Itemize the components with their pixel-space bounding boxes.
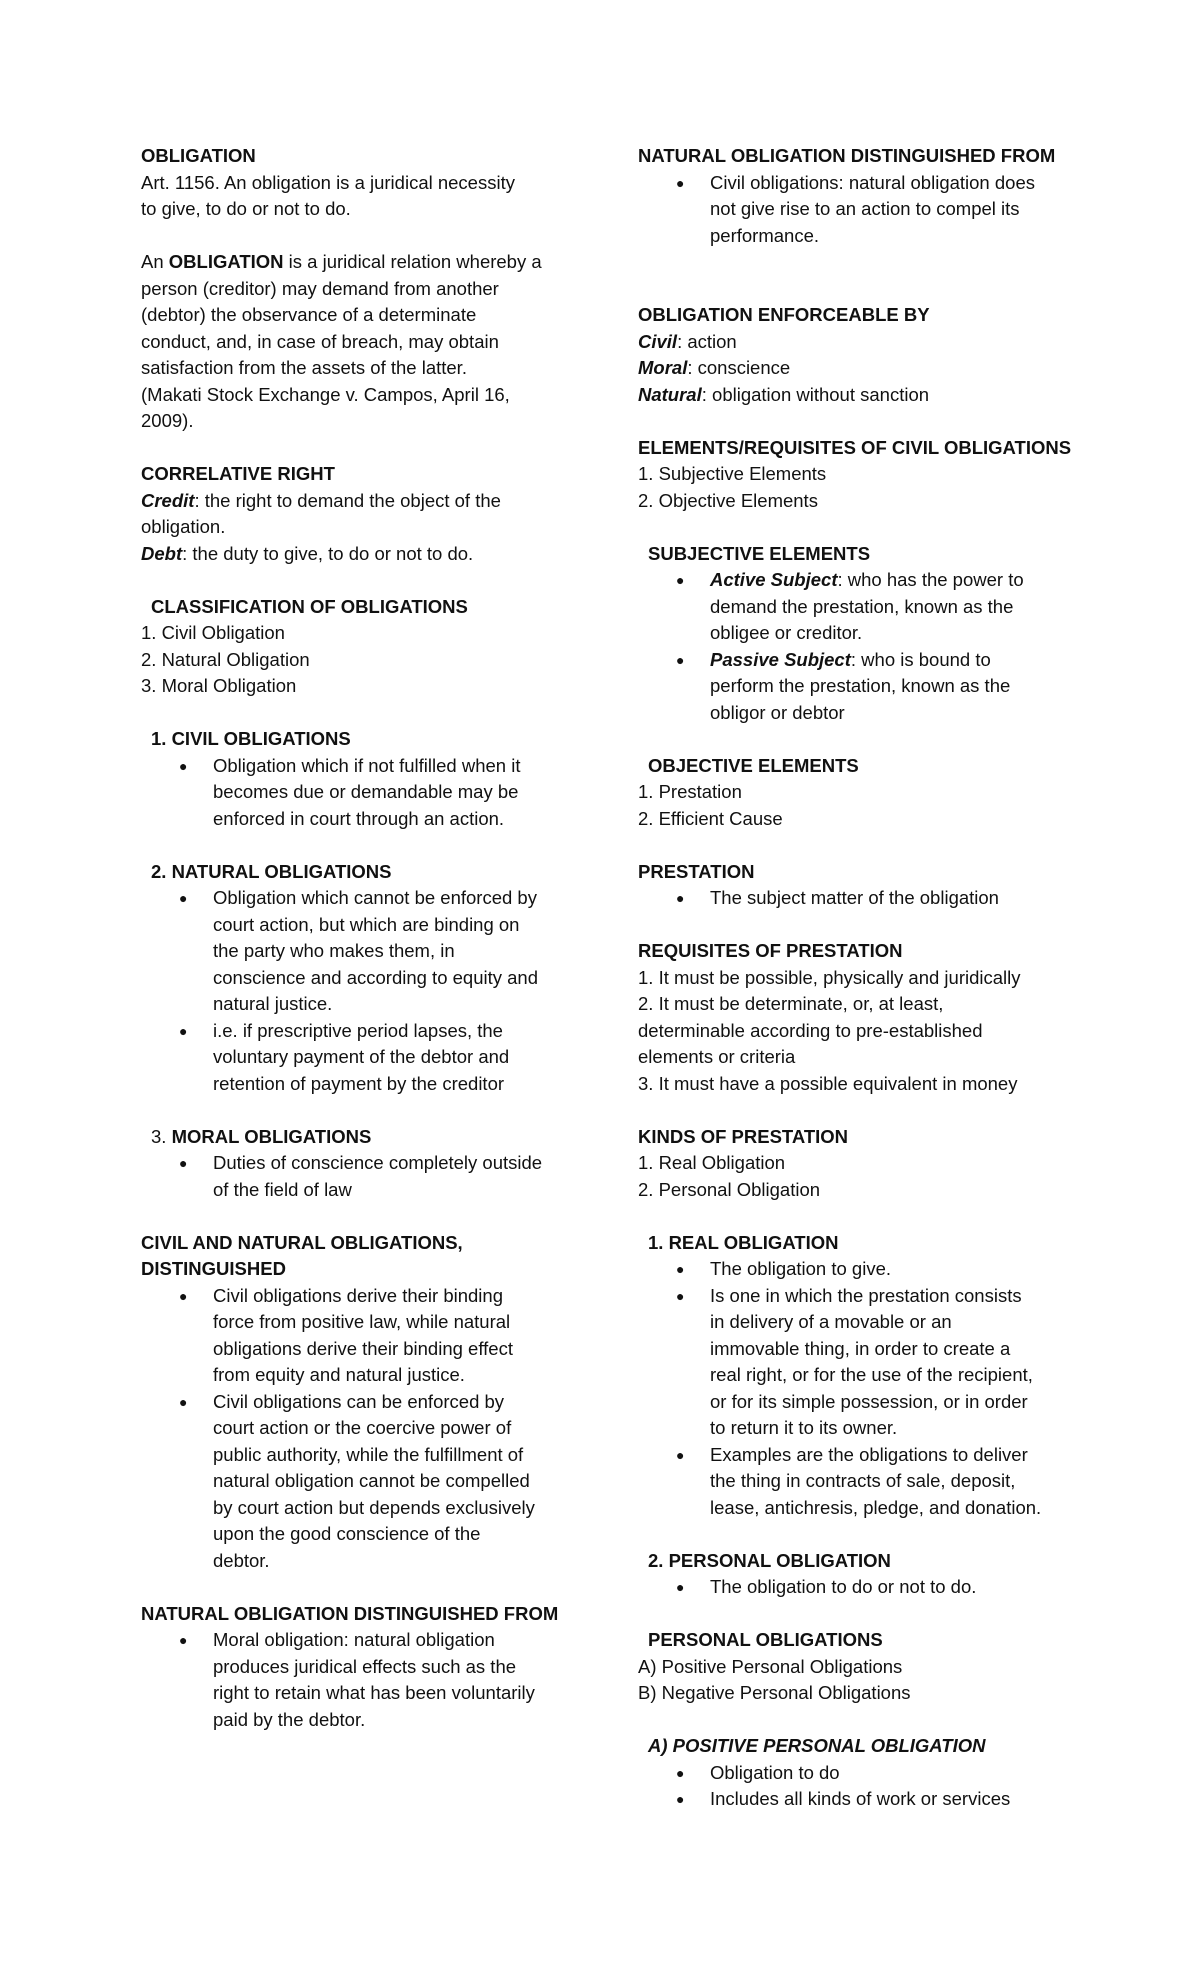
text-line: 1. Real Obligation: [638, 1152, 786, 1173]
bullet-icon: [179, 1018, 187, 1045]
bullet-item: [141, 1283, 571, 1389]
subsection-heading: 2. NATURAL OBLIGATIONS: [151, 860, 392, 882]
section-heading: REQUISITES OF PRESTATION: [638, 940, 903, 961]
subsection-heading: SUBJECTIVE ELEMENTS: [648, 542, 871, 564]
subsection-heading: 1. REAL OBLIGATION: [648, 1231, 839, 1253]
bullet-line: court action or the coercive power of: [213, 1417, 512, 1438]
bullet-line: right to retain what has been voluntarily: [213, 1682, 535, 1703]
bullet-line: Obligation which cannot be enforced by: [213, 887, 537, 908]
bullet-item: [638, 1574, 1078, 1601]
spacer: [141, 1574, 571, 1601]
bullet-line: Civil obligations derive their binding: [213, 1284, 503, 1306]
spacer: [638, 408, 1078, 435]
bullet-line: Passive Subject: who is bound to: [710, 648, 991, 670]
section-heading: OBLIGATION: [141, 145, 256, 166]
bullet-icon: [676, 1256, 684, 1283]
section-heading: OBLIGATION ENFORCEABLE BY: [638, 304, 930, 325]
bullet-item: [638, 1283, 1078, 1442]
bullet-line: Civil obligations: natural obligation does: [710, 171, 1035, 193]
text-line: 3. It must have a possible equivalent in money: [638, 1072, 1018, 1094]
text-line: B) Negative Personal Obligations: [638, 1682, 911, 1703]
text-line: obligation.: [141, 516, 226, 537]
bullet-icon: [179, 1150, 187, 1177]
text-line: 2. Natural Obligation: [141, 648, 310, 670]
bullet-line: becomes due or demandable may be: [213, 781, 519, 802]
text-line: 1. Prestation: [638, 781, 742, 802]
bullet-icon: [676, 567, 684, 594]
bullet-line: i.e. if prescriptive period lapses, the: [213, 1019, 503, 1041]
bullet-icon: [179, 1283, 187, 1310]
text-line: A) Positive Personal Obligations: [638, 1655, 903, 1677]
bullet-line: conscience and according to equity and: [213, 966, 538, 988]
spacer: [638, 1203, 1078, 1230]
spacer: [141, 567, 571, 594]
bullet-line: to return it to its owner.: [710, 1417, 898, 1438]
bullet-line: natural obligation cannot be compelled: [213, 1470, 530, 1491]
bullet-icon: [179, 753, 187, 780]
bullet-item: [141, 1389, 571, 1575]
bullet-icon: [676, 885, 684, 912]
text-line: 2009).: [141, 410, 194, 431]
bullet-line: Examples are the obligations to deliver: [710, 1443, 1028, 1465]
bullet-line: obligations derive their binding effect: [213, 1337, 513, 1359]
section-heading: KINDS OF PRESTATION: [638, 1125, 849, 1147]
bullet-line: or for its simple possession, or in order: [710, 1390, 1028, 1412]
text-line: determinable according to pre-established: [638, 1019, 983, 1041]
text-line: (debtor) the observance of a determinate: [141, 304, 477, 325]
bullet-line: upon the good conscience of the: [213, 1523, 481, 1544]
text-line: person (creditor) may demand from another: [141, 277, 499, 299]
bullet-line: lease, antichresis, pledge, and donation.: [710, 1496, 1042, 1518]
bullet-icon: [676, 170, 684, 197]
bullet-icon: [676, 647, 684, 674]
section-heading: DISTINGUISHED: [141, 1258, 286, 1279]
bullet-line: in delivery of a movable or an: [710, 1311, 952, 1332]
bullet-line: the party who makes them, in: [213, 940, 455, 961]
spacer: [638, 726, 1078, 753]
bullet-line: Civil obligations can be enforced by: [213, 1390, 505, 1412]
text-line: conduct, and, in case of breach, may obtain: [141, 330, 499, 352]
bullet-line: The obligation to give.: [710, 1258, 892, 1279]
subsection-heading: 3. MORAL OBLIGATIONS: [151, 1125, 372, 1147]
bullet-line: Obligation to do: [710, 1761, 840, 1783]
spacer: [638, 1601, 1078, 1628]
bullet-line: The obligation to do or not to do.: [710, 1576, 977, 1597]
bullet-line: obligor or debtor: [710, 701, 845, 723]
subsection-heading: CLASSIFICATION OF OBLIGATIONS: [151, 595, 468, 617]
bullet-line: Active Subject: who has the power to: [710, 569, 1024, 590]
section-heading: PRESTATION: [638, 860, 755, 882]
bullet-icon: [676, 1283, 684, 1310]
left-column: [141, 143, 571, 1733]
bullet-line: immovable thing, in order to create a: [710, 1337, 1011, 1359]
text-line: Credit: the right to demand the object of the: [141, 489, 501, 511]
spacer: [638, 832, 1078, 859]
section-heading: ELEMENTS/REQUISITES OF CIVIL OBLIGATIONS: [638, 436, 1072, 458]
text-line: elements or criteria: [638, 1046, 796, 1067]
text-line: Moral: conscience: [638, 357, 791, 378]
bullet-item: [638, 1256, 1078, 1283]
spacer: [638, 1097, 1078, 1124]
bullet-item: [638, 567, 1078, 647]
spacer: [638, 276, 1078, 303]
bullet-item: [141, 1627, 571, 1733]
bullet-line: the thing in contracts of sale, deposit,: [710, 1470, 1016, 1491]
text-line: 2. Personal Obligation: [638, 1178, 821, 1200]
text-line: An OBLIGATION is a juridical relation whereby a: [141, 251, 542, 272]
bullet-icon: [676, 1442, 684, 1469]
bullet-item: [141, 1018, 571, 1098]
bullet-line: paid by the debtor.: [213, 1708, 366, 1730]
bullet-item: [638, 1760, 1078, 1787]
bullet-icon: [179, 1627, 187, 1654]
text-line: 2. Efficient Cause: [638, 807, 783, 829]
text-line: 1. Civil Obligation: [141, 622, 285, 643]
subsection-heading: A) POSITIVE PERSONAL OBLIGATION: [648, 1735, 986, 1756]
bullet-icon: [179, 885, 187, 912]
bullet-line: enforced in court through an action.: [213, 807, 505, 829]
text-line: 3. Moral Obligation: [141, 675, 297, 696]
bullet-icon: [676, 1760, 684, 1787]
spacer: [638, 1707, 1078, 1734]
bullet-line: voluntary payment of the debtor and: [213, 1046, 510, 1067]
bullet-line: demand the prestation, known as the: [710, 595, 1014, 617]
text-line: Debt: the duty to give, to do or not to do.: [141, 542, 474, 564]
text-line: satisfaction from the assets of the latter.: [141, 357, 467, 378]
subsection-heading: 1. CIVIL OBLIGATIONS: [151, 728, 351, 749]
spacer: [638, 1521, 1078, 1548]
bullet-line: court action, but which are binding on: [213, 913, 520, 935]
spacer: [141, 700, 571, 727]
text-line: to give, to do or not to do.: [141, 198, 351, 219]
bullet-line: Includes all kinds of work or services: [710, 1788, 1011, 1809]
bullet-item: [638, 647, 1078, 727]
spacer: [141, 1203, 571, 1230]
bullet-item: [638, 1442, 1078, 1522]
bullet-item: [141, 1150, 571, 1203]
text-line: 1. Subjective Elements: [638, 463, 827, 484]
subsection-heading: 2. PERSONAL OBLIGATION: [648, 1549, 891, 1571]
text-line: (Makati Stock Exchange v. Campos, April 16,: [141, 383, 510, 405]
bullet-line: Is one in which the prestation consists: [710, 1284, 1022, 1306]
bullet-icon: [676, 1574, 684, 1601]
text-line: 2. It must be determinate, or, at least,: [638, 993, 944, 1014]
bullet-item: [141, 753, 571, 833]
bullet-icon: [179, 1389, 187, 1416]
bullet-line: by court action but depends exclusively: [213, 1496, 535, 1518]
spacer: [141, 832, 571, 859]
section-heading: CIVIL AND NATURAL OBLIGATIONS,: [141, 1231, 463, 1253]
bullet-item: [638, 170, 1078, 250]
bullet-line: Obligation which if not fulfilled when it: [213, 754, 521, 776]
bullet-line: natural justice.: [213, 993, 333, 1014]
bullet-line: of the field of law: [213, 1178, 352, 1200]
bullet-line: The subject matter of the obligation: [710, 887, 999, 908]
bullet-line: from equity and natural justice.: [213, 1364, 465, 1385]
right-column: [638, 143, 1078, 1813]
text-line: 1. It must be possible, physically and juridically: [638, 966, 1021, 988]
spacer: [141, 1097, 571, 1124]
bullet-line: public authority, while the fulfillment of: [213, 1443, 524, 1465]
text-line: Civil: action: [638, 330, 737, 352]
subsection-heading: PERSONAL OBLIGATIONS: [648, 1629, 883, 1650]
bullet-item: [638, 1786, 1078, 1813]
spacer: [638, 514, 1078, 541]
bullet-item: [141, 885, 571, 1018]
spacer: [141, 223, 571, 250]
bullet-line: Duties of conscience completely outside: [213, 1152, 543, 1173]
bullet-line: real right, or for the use of the recipient,: [710, 1364, 1033, 1385]
section-heading: NATURAL OBLIGATION DISTINGUISHED FROM: [141, 1602, 559, 1624]
subsection-heading: OBJECTIVE ELEMENTS: [648, 754, 859, 776]
bullet-line: obligee or creditor.: [710, 622, 863, 643]
bullet-line: debtor.: [213, 1549, 270, 1571]
bullet-line: retention of payment by the creditor: [213, 1072, 505, 1094]
bullet-line: Moral obligation: natural obligation: [213, 1629, 495, 1650]
text-line: Art. 1156. An obligation is a juridical necessity: [141, 171, 515, 193]
bullet-item: [638, 885, 1078, 912]
section-heading: NATURAL OBLIGATION DISTINGUISHED FROM: [638, 145, 1056, 166]
section-heading: CORRELATIVE RIGHT: [141, 463, 335, 484]
bullet-icon: [676, 1786, 684, 1813]
bullet-line: force from positive law, while natural: [213, 1311, 511, 1332]
text-line: 2. Objective Elements: [638, 489, 818, 511]
bullet-line: produces juridical effects such as the: [213, 1655, 517, 1677]
bullet-line: performance.: [710, 224, 819, 246]
bullet-line: not give rise to an action to compel its: [710, 198, 1020, 219]
spacer: [141, 435, 571, 462]
spacer: [638, 249, 1078, 276]
bullet-line: perform the prestation, known as the: [710, 675, 1011, 696]
spacer: [638, 912, 1078, 939]
text-line: Natural: obligation without sanction: [638, 383, 930, 405]
